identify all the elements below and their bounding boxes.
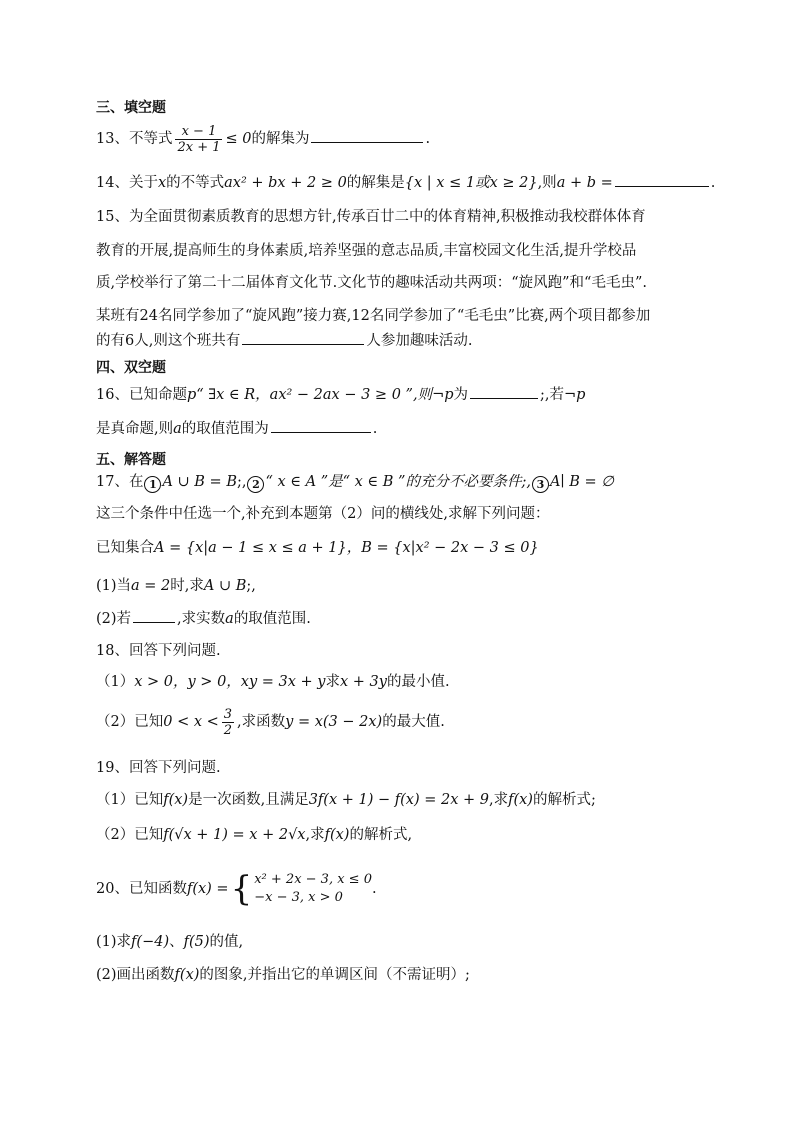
question-15-line-5: 的有6人,则这个班共有 人参加趣味活动. bbox=[96, 330, 472, 351]
fraction: $\frac{x - 1}{2x + 1}$ bbox=[177, 123, 221, 155]
question-19-part-1: （1）已知f(x)是一次函数,且满足3f(x + 1) − f(x) = 2x + 9,求f(x)的解析式; bbox=[96, 792, 596, 808]
question-16-line-2: 是真命题,则a的取值范围为 . bbox=[96, 418, 377, 439]
answer-blank bbox=[271, 418, 371, 433]
question-20-part-2: (2)画出函数f(x)的图象,并指出它的单调区间（不需证明）; bbox=[96, 967, 470, 983]
question-17-line-3: 已知集合A = {x|a − 1 ≤ x ≤ a + 1}，B = {x|x² − 2x − 3 ≤ 0} bbox=[96, 540, 539, 556]
question-20: 20、已知函数f(x) ={ x² + 2x − 3, x ≤ 0 −x − 3, x > 0 . bbox=[96, 869, 377, 909]
answer-blank bbox=[615, 172, 709, 187]
answer-blank bbox=[311, 128, 423, 143]
question-15-line-2: 教育的开展,提高师生的身体素质,培养坚强的意志品质,丰富校园文化生活,提升学校品 bbox=[96, 243, 637, 259]
question-16-line-1: 16、已知命题p“ ∃x ∈ R，ax² − 2ax − 3 ≥ 0 ”,则¬p为 ;,若¬p bbox=[96, 384, 585, 405]
question-17-line-1: 17、在 1 A ∪ B = B;, 2 “ x ∈ A ”是“ x ∈ B ”的充分不必要条件;, 3 A∣ B = ∅ bbox=[96, 474, 614, 491]
answer-blank bbox=[470, 384, 538, 399]
question-20-part-1: (1)求f(−4)、f(5)的值, bbox=[96, 934, 244, 950]
circled-number-3: 3 bbox=[532, 476, 549, 493]
question-18-title: 18、回答下列问题. bbox=[96, 643, 221, 659]
section-double-blank-heading: 四、双空题 bbox=[96, 360, 166, 376]
left-brace: { bbox=[230, 869, 253, 909]
section-solution-heading: 五、解答题 bbox=[96, 452, 166, 468]
section-fill-in-heading: 三、填空题 bbox=[96, 100, 166, 116]
circled-number-2: 2 bbox=[247, 476, 264, 493]
question-19-part-2: （2）已知f(√x + 1) = x + 2√x,求f(x)的解析式, bbox=[96, 827, 413, 843]
fraction: $\frac{3}{2}$ bbox=[223, 706, 233, 738]
question-18-part-2: （2）已知0 < x < $\frac{3}{2}$ ,求函数y = x(3 − 2x)的最大值. bbox=[96, 706, 445, 738]
circled-number-1: 1 bbox=[144, 476, 161, 493]
question-15-line-1: 15、为全面贯彻素质教育的思想方针,传承百廿二中的体育精神,积极推动我校群体体育 bbox=[96, 209, 646, 225]
question-17-part-2: (2)若 ,求实数a的取值范围. bbox=[96, 608, 311, 629]
answer-blank bbox=[133, 608, 175, 623]
question-13: 13、不等式 $\frac{x - 1}{2x + 1}$ ≤ 0的解集为 . bbox=[96, 123, 431, 155]
question-17-part-1: (1)当a = 2时,求A ∪ B;, bbox=[96, 578, 256, 594]
question-19-title: 19、回答下列问题. bbox=[96, 760, 221, 776]
question-17-line-2: 这三个条件中任选一个,补充到本题第（2）问的横线处,求解下列问题： bbox=[96, 506, 550, 522]
answer-blank bbox=[242, 330, 364, 345]
question-14: 14、关于x的不等式ax² + bx + 2 ≥ 0的解集是{x | x ≤ 1或x ≥ 2},则a + b = . bbox=[96, 172, 715, 193]
question-15-line-3: 质,学校举行了第二十二届体育文化节.文化节的趣味活动共两项：“旋风跑”和“毛毛虫”. bbox=[96, 275, 647, 291]
question-15-line-4: 某班有24名同学参加了“旋风跑”接力赛,12名同学参加了“毛毛虫”比赛,两个项目都参加 bbox=[96, 308, 651, 324]
piecewise-cases: x² + 2x − 3, x ≤ 0 −x − 3, x > 0 bbox=[254, 872, 372, 905]
question-18-part-1: （1）x > 0，y > 0，xy = 3x + y求x + 3y的最小值. bbox=[96, 674, 450, 690]
